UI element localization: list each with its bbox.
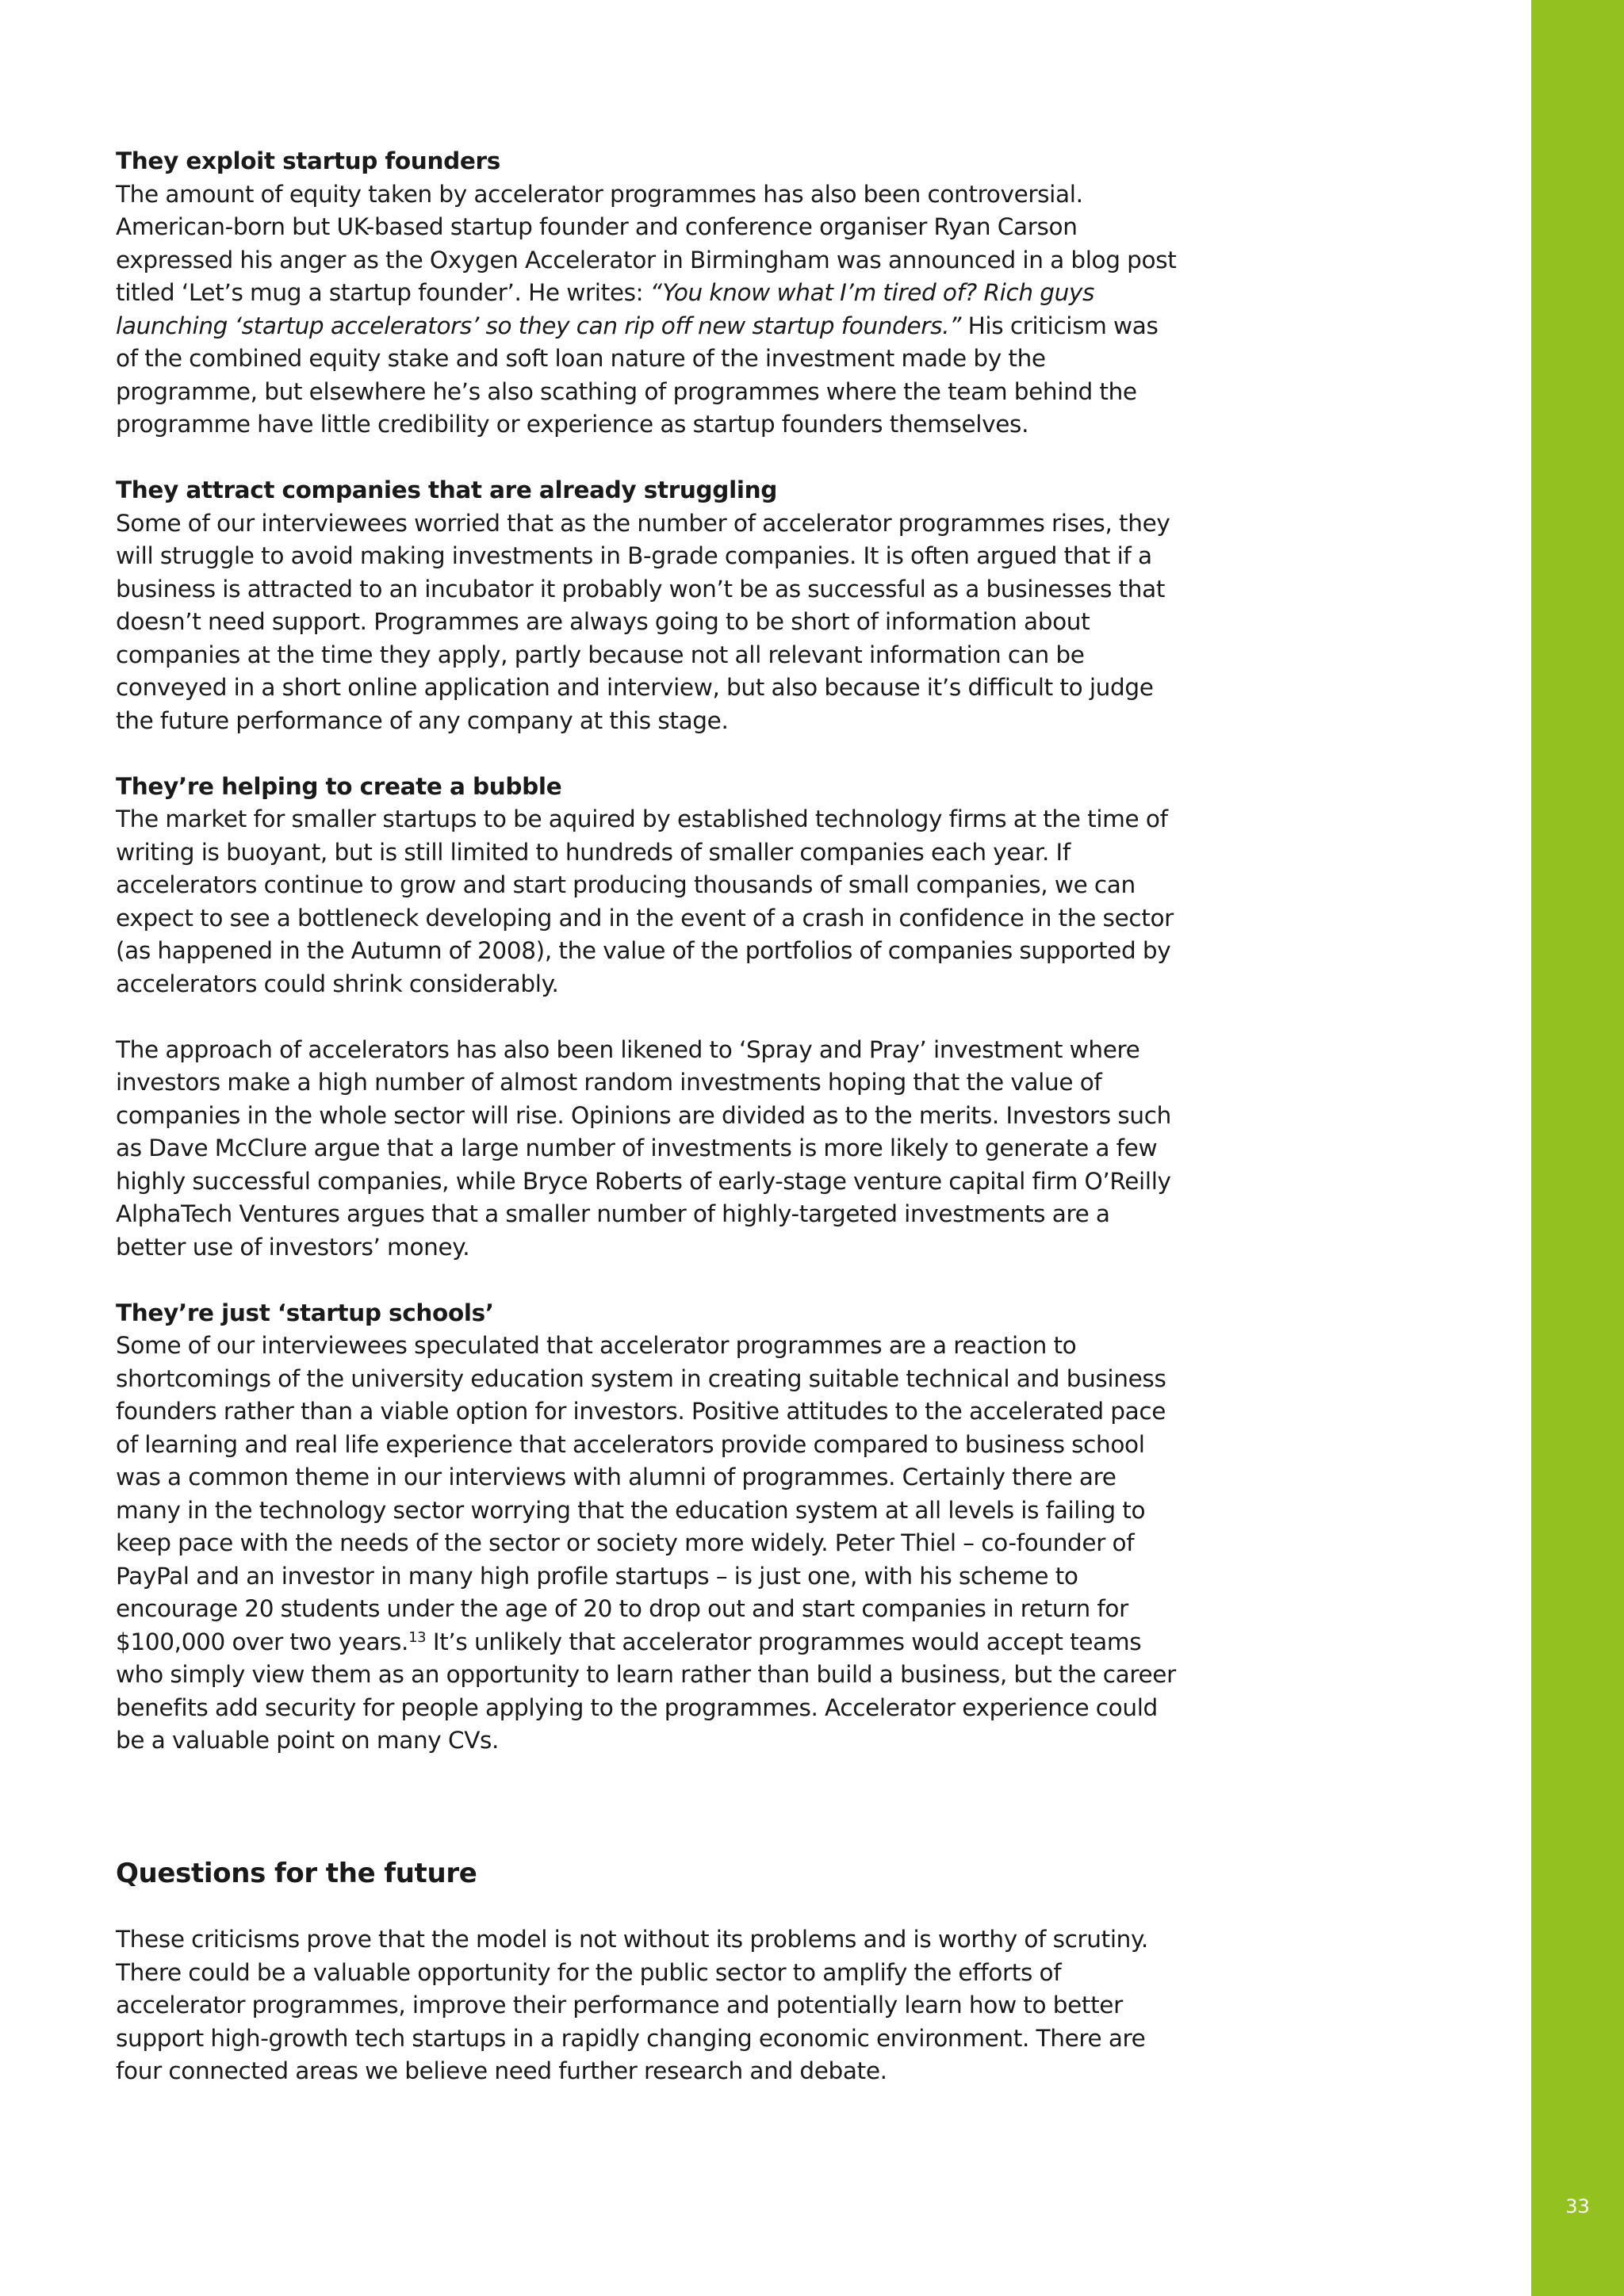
page-number: 33 bbox=[1565, 2195, 1590, 2218]
footnote-marker: 13 bbox=[408, 1628, 427, 1646]
section-struggling-companies bbox=[116, 474, 1186, 737]
section-bubble bbox=[116, 771, 1186, 1265]
accent-sidebar bbox=[1531, 0, 1624, 2296]
paragraph: Some of our interviewees worried that as the number of accelerator programmes rises, they will struggle to avoid making investments in B-grade companies. It is often argued that if a business is attracted to an incubator it probably won’t be as successful as a businesses that doesn’t need support. Programmes are always going to be short of information about companies at the time they apply, partly because not all relevant information can be conveyed in a short online application and interview, but also because it’s difficult to judge the future performance of any company at this stage. bbox=[116, 509, 1170, 734]
paragraph-text: His criticism was of the combined equity stake and soft loan nature of the investment made by the programme, but elsewhere he’s also scathing of programmes where the team behind the programme have little credibility or experience as startup founders themselves. bbox=[116, 312, 1159, 438]
section-heading: They exploit startup founders bbox=[116, 147, 500, 174]
section-heading: They’re just ‘startup schools’ bbox=[116, 1299, 494, 1326]
section-startup-schools bbox=[116, 1297, 1186, 1758]
paragraph: The market for smaller startups to be aquired by established technology firms at the time of writing is buoyant, but is still limited to hundreds of smaller companies each year. If accelerators continue to grow and start producing thousands of small companies, we can expect to see a bottleneck developing and in the event of a crash in confidence in the sector (as happened in the Autumn of 2008), the value of the portfolios of companies supported by accelerators could shrink considerably. bbox=[116, 806, 1174, 997]
paragraph-text: Some of our interviewees speculated that accelerator programmes are a reaction to shortcomings of the university education system in creating suitable technical and business founders rather than a viable option for investors. Positive attitudes to the accelerated pace of learning and real life experience that accelerators provide compared to business school was a common theme in our interviews with alumni of programmes. Certainly there are many in the technology sector worrying that the education system at all levels is failing to keep pace with the needs of the sector or society more widely. Peter Thiel – co-founder of PayPal and an investor in many high profile startups – is just one, with his scheme to encourage 20 students under the age of 20 to drop out and start companies in return for $100,000 over two years. bbox=[116, 1332, 1166, 1655]
section-heading: They’re helping to create a bubble bbox=[116, 772, 562, 800]
paragraph bbox=[116, 1330, 1186, 1758]
future-heading: Questions for the future bbox=[116, 1857, 477, 1889]
section-heading: They attract companies that are already struggling bbox=[116, 476, 778, 503]
paragraph: The approach of accelerators has also been likened to ‘Spray and Pray’ investment where investors make a high number of almost random investments hoping that the value of companies in the whole sector will rise. Opinions are divided as to the merits. Investors such as Dave McClure argue that a large number of investments is more likely to generate a few highly successful companies, while Bryce Roberts of early-stage venture capital firm O’Reilly AlphaTech Ventures argues that a smaller number of highly-targeted investments are a better use of investors’ money. bbox=[116, 1035, 1171, 1261]
quote: “You know what I’m tired of? Rich guys launching ‘startup accelerators’ so they can rip off new startup founders.” bbox=[116, 279, 1095, 339]
paragraph-text: The amount of equity taken by accelerator programmes has also been controversial. American-born but UK-based startup founder and conference organiser Ryan Carson expressed his anger as the Oxygen Accelerator in Birmingham was announced in a blog post titled ‘Let’s mug a startup founder’. He writes: bbox=[116, 180, 1177, 306]
section-exploit-founders bbox=[116, 145, 1186, 442]
body-text bbox=[116, 145, 1186, 2088]
future-paragraph: These criticisms prove that the model is not without its problems and is worthy of scrutiny. There could be a valuable opportunity for the public sector to amplify the efforts of accelerator programmes, improve their performance and potentially learn how to better support high-growth tech startups in a rapidly changing economic environment. There are four connected areas we believe need further research and debate. bbox=[116, 1926, 1148, 2084]
paragraph-text: It’s unlikely that accelerator programmes would accept teams who simply view them as an opportunity to learn rather than build a business, but the career benefits add security for people applying to the programmes. Accelerator experience could be a valuable point on many CVs. bbox=[116, 1628, 1176, 1754]
paragraph bbox=[116, 178, 1186, 442]
